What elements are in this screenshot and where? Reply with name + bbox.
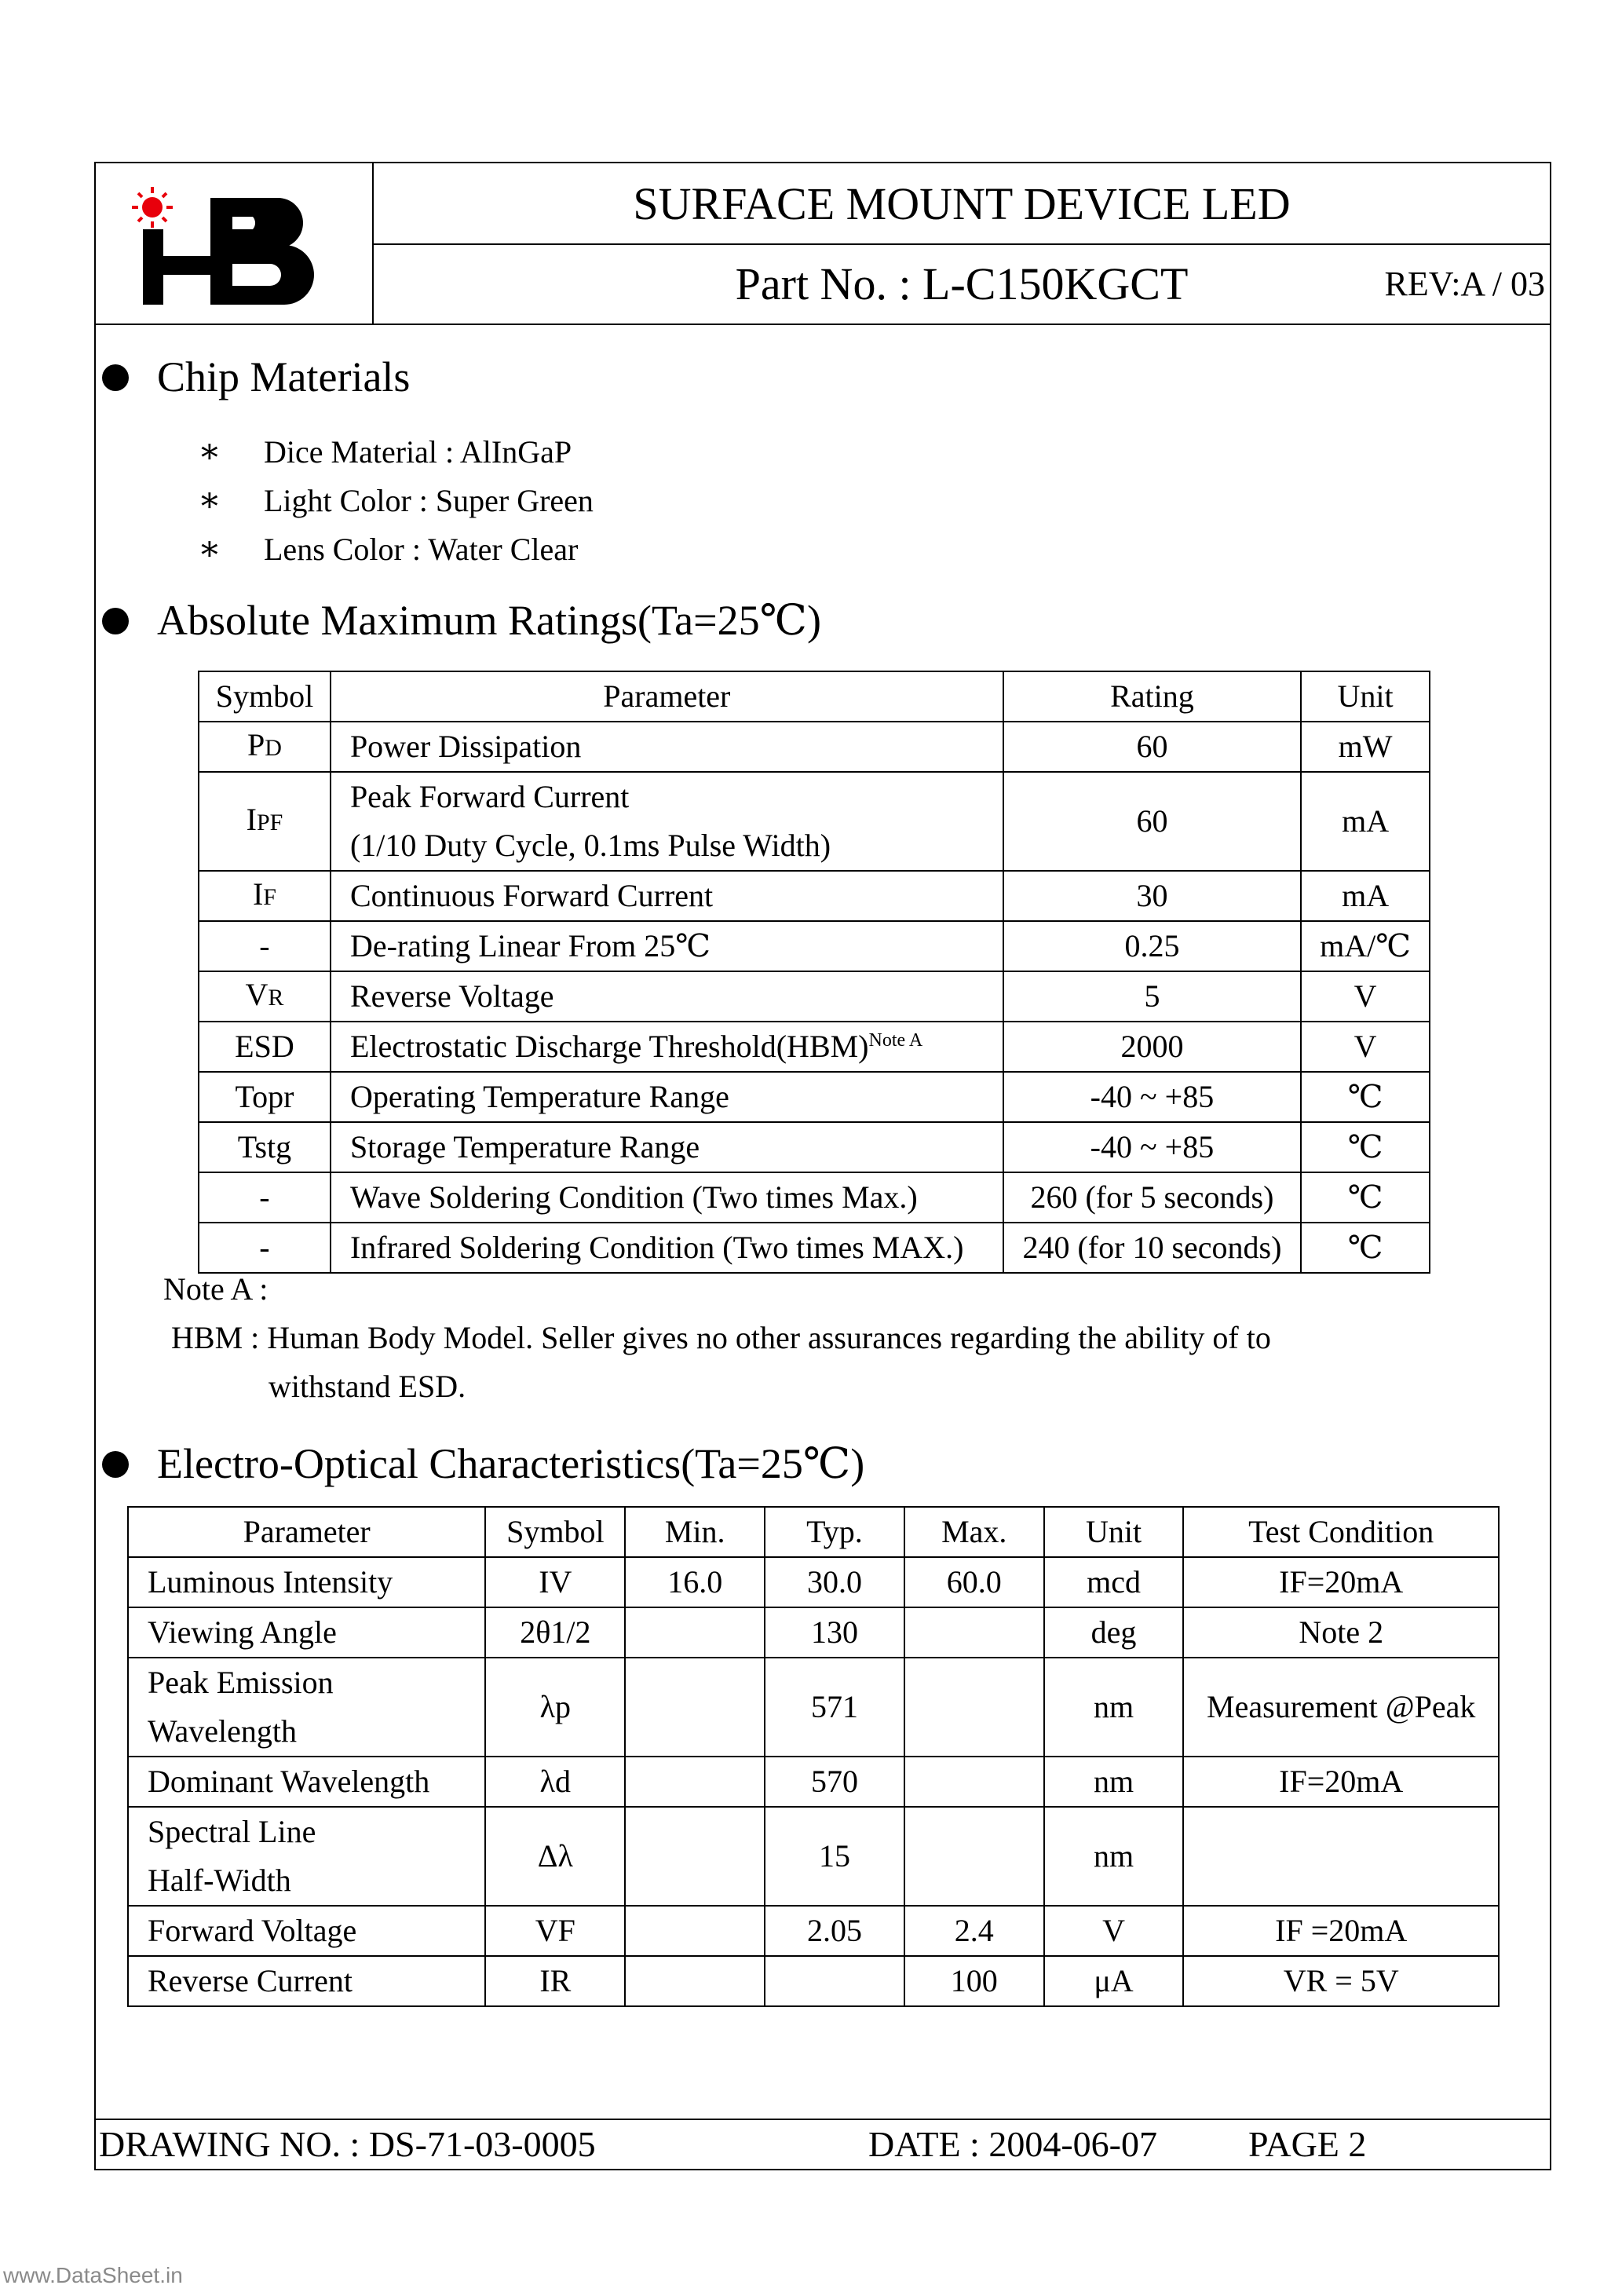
typ-cell: 30.0 [765, 1557, 904, 1607]
doc-title: SURFACE MOUNT DEVICE LED [374, 163, 1550, 245]
amr-table [198, 671, 1430, 1274]
condition-cell: VR = 5V [1183, 1956, 1499, 2006]
typ-cell: 2.05 [765, 1906, 904, 1956]
table-row [199, 722, 1430, 772]
amr-title: Absolute Maximum Ratings(Ta=25℃) [157, 597, 821, 644]
max-cell [904, 1807, 1044, 1906]
parameter-cell: Wave Soldering Condition (Two times Max.) [331, 1172, 1003, 1223]
col-header: Min. [625, 1507, 765, 1557]
unit-cell: nm [1044, 1757, 1184, 1807]
rating-cell: 60 [1003, 772, 1301, 871]
table-row [199, 772, 1430, 871]
parameter-cell: Peak Forward Current (1/10 Duty Cycle, 0.1ms Pulse Width) [331, 772, 1003, 871]
date: DATE : 2004-06-07 [868, 2124, 1157, 2164]
parameter-cell: De-rating Linear From 25℃ [331, 921, 1003, 971]
min-cell [625, 1757, 765, 1807]
parameter-cell: Electrostatic Discharge Threshold(HBM)$^{Note A}$ [331, 1022, 1003, 1072]
parameter-cell: Viewing Angle [128, 1607, 485, 1658]
col-header: Parameter [331, 671, 1003, 722]
table-header-row [199, 671, 1430, 722]
symbol-cell: IPF [199, 772, 331, 871]
parameter-cell: Forward Voltage [128, 1906, 485, 1956]
table-row [128, 1956, 1499, 2006]
col-header: Test Condition [1183, 1507, 1499, 1557]
col-header: Rating [1003, 671, 1301, 722]
rating-cell: 260 (for 5 seconds) [1003, 1172, 1301, 1223]
unit-cell: mA/℃ [1301, 921, 1430, 971]
min-cell [625, 1607, 765, 1658]
rating-cell: -40 ~ +85 [1003, 1072, 1301, 1122]
symbol-cell: - [199, 1223, 331, 1273]
col-header: Symbol [485, 1507, 625, 1557]
bullet-icon [102, 608, 129, 634]
parameter-cell: Infrared Soldering Condition (Two times MAX.) [331, 1223, 1003, 1273]
symbol-cell: IR [485, 1956, 625, 2006]
min-cell [625, 1956, 765, 2006]
unit-cell: nm [1044, 1807, 1184, 1906]
condition-cell [1183, 1807, 1499, 1906]
table-row [128, 1807, 1499, 1906]
condition-cell: Note 2 [1183, 1607, 1499, 1658]
unit-cell: mA [1301, 772, 1430, 871]
table-row [128, 1557, 1499, 1607]
unit-cell: V [1301, 971, 1430, 1022]
unit-cell: mW [1301, 722, 1430, 772]
eoc-table [127, 1506, 1500, 2007]
unit-cell: V [1301, 1022, 1430, 1072]
unit-cell: μA [1044, 1956, 1184, 2006]
asterisk-icon: ∗ [198, 529, 221, 568]
min-cell: 16.0 [625, 1557, 765, 1607]
rating-cell: 60 [1003, 722, 1301, 772]
unit-cell: ℃ [1301, 1122, 1430, 1172]
page-number: PAGE 2 [1248, 2124, 1367, 2164]
material-item: ∗ Lens Color : Water Clear [198, 529, 579, 568]
table-row [199, 1022, 1430, 1072]
unit-cell: mcd [1044, 1557, 1184, 1607]
typ-cell [765, 1956, 904, 2006]
symbol-cell: IV [485, 1557, 625, 1607]
datasheet-frame [94, 162, 1551, 2170]
typ-cell: 571 [765, 1658, 904, 1757]
table-row [199, 921, 1430, 971]
unit-cell: deg [1044, 1607, 1184, 1658]
table-row [199, 1223, 1430, 1273]
col-header: Max. [904, 1507, 1044, 1557]
parameter-cell: Power Dissipation [331, 722, 1003, 772]
table-row [199, 1072, 1430, 1122]
table-row [128, 1607, 1499, 1658]
symbol-cell: Δλ [485, 1807, 625, 1906]
parameter-cell: Operating Temperature Range [331, 1072, 1003, 1122]
min-cell [625, 1658, 765, 1757]
symbol-cell: - [199, 1172, 331, 1223]
rating-cell: 240 (for 10 seconds) [1003, 1223, 1301, 1273]
red-dot-icon [132, 187, 173, 228]
typ-cell: 570 [765, 1757, 904, 1807]
max-cell: 60.0 [904, 1557, 1044, 1607]
symbol-cell: VF [485, 1906, 625, 1956]
parameter-cell: Dominant Wavelength [128, 1757, 485, 1807]
table-row [128, 1658, 1499, 1757]
asterisk-icon: ∗ [198, 432, 221, 470]
typ-cell: 130 [765, 1607, 904, 1658]
symbol-cell: λd [485, 1757, 625, 1807]
table-row [199, 971, 1430, 1022]
max-cell [904, 1757, 1044, 1807]
logo-cell [96, 163, 374, 324]
symbol-cell: IF [199, 871, 331, 921]
material-item: ∗ Light Color : Super Green [198, 481, 594, 519]
unit-cell: V [1044, 1906, 1184, 1956]
table-row [128, 1757, 1499, 1807]
unit-cell: ℃ [1301, 1172, 1430, 1223]
parameter-cell: Peak Emission Wavelength [128, 1658, 485, 1757]
unit-cell: ℃ [1301, 1223, 1430, 1273]
rating-cell: 2000 [1003, 1022, 1301, 1072]
condition-cell: IF =20mA [1183, 1906, 1499, 1956]
col-header: Parameter [128, 1507, 485, 1557]
condition-cell: IF=20mA [1183, 1557, 1499, 1607]
material-item: ∗ Dice Material : AlInGaP [198, 432, 572, 470]
table-row [199, 871, 1430, 921]
note-line: HBM : Human Body Model. Seller gives no other assurances regarding the ability of to [171, 1320, 1271, 1355]
part-row [374, 245, 1550, 324]
col-header: Unit [1044, 1507, 1184, 1557]
footer [96, 2119, 1550, 2170]
parameter-cell: Continuous Forward Current [331, 871, 1003, 921]
bullet-icon [102, 1451, 129, 1478]
chip-materials-title: Chip Materials [157, 353, 411, 400]
max-cell [904, 1607, 1044, 1658]
parameter-cell: Luminous Intensity [128, 1557, 485, 1607]
parameter-cell: Spectral Line Half-Width [128, 1807, 485, 1906]
rating-cell: 0.25 [1003, 921, 1301, 971]
symbol-cell: PD [199, 722, 331, 772]
header [96, 163, 1550, 325]
condition-cell: IF=20mA [1183, 1757, 1499, 1807]
note-label: Note A : [163, 1271, 269, 1307]
rating-cell: -40 ~ +85 [1003, 1122, 1301, 1172]
drawing-number: DRAWING NO. : DS-71-03-0005 [99, 2124, 596, 2164]
symbol-cell: Topr [199, 1072, 331, 1122]
part-number: Part No. : L-C150KGCT [735, 258, 1189, 309]
symbol-cell: - [199, 921, 331, 971]
rating-cell: 5 [1003, 971, 1301, 1022]
eoc-title: Electro-Optical Characteristics(Ta=25℃) [157, 1440, 865, 1487]
revision: REV:A / 03 [1384, 265, 1545, 303]
min-cell [625, 1807, 765, 1906]
symbol-cell: Tstg [199, 1122, 331, 1172]
symbol-cell: VR [199, 971, 331, 1022]
max-cell [904, 1658, 1044, 1757]
parameter-cell: Reverse Current [128, 1956, 485, 2006]
symbol-cell: ESD [199, 1022, 331, 1072]
watermark: www.DataSheet.in [3, 2263, 183, 2287]
typ-cell: 15 [765, 1807, 904, 1906]
col-header: Symbol [199, 671, 331, 722]
min-cell [625, 1906, 765, 1956]
symbol-cell: λp [485, 1658, 625, 1757]
max-cell: 2.4 [904, 1906, 1044, 1956]
symbol-cell: 2θ1/2 [485, 1607, 625, 1658]
parameter-cell: Storage Temperature Range [331, 1122, 1003, 1172]
note-line: withstand ESD. [269, 1369, 466, 1404]
col-header: Unit [1301, 671, 1430, 722]
condition-cell: Measurement @Peak [1183, 1658, 1499, 1757]
asterisk-icon: ∗ [198, 481, 221, 519]
table-header-row [128, 1507, 1499, 1557]
max-cell: 100 [904, 1956, 1044, 2006]
table-row [128, 1906, 1499, 1956]
hb-logo [96, 163, 374, 324]
bullet-icon [102, 364, 129, 391]
unit-cell: ℃ [1301, 1072, 1430, 1122]
unit-cell: nm [1044, 1658, 1184, 1757]
table-row [199, 1122, 1430, 1172]
unit-cell: mA [1301, 871, 1430, 921]
col-header: Typ. [765, 1507, 904, 1557]
rating-cell: 30 [1003, 871, 1301, 921]
table-row [199, 1172, 1430, 1223]
note-ref: Note A [868, 1030, 923, 1051]
parameter-cell: Reverse Voltage [331, 971, 1003, 1022]
